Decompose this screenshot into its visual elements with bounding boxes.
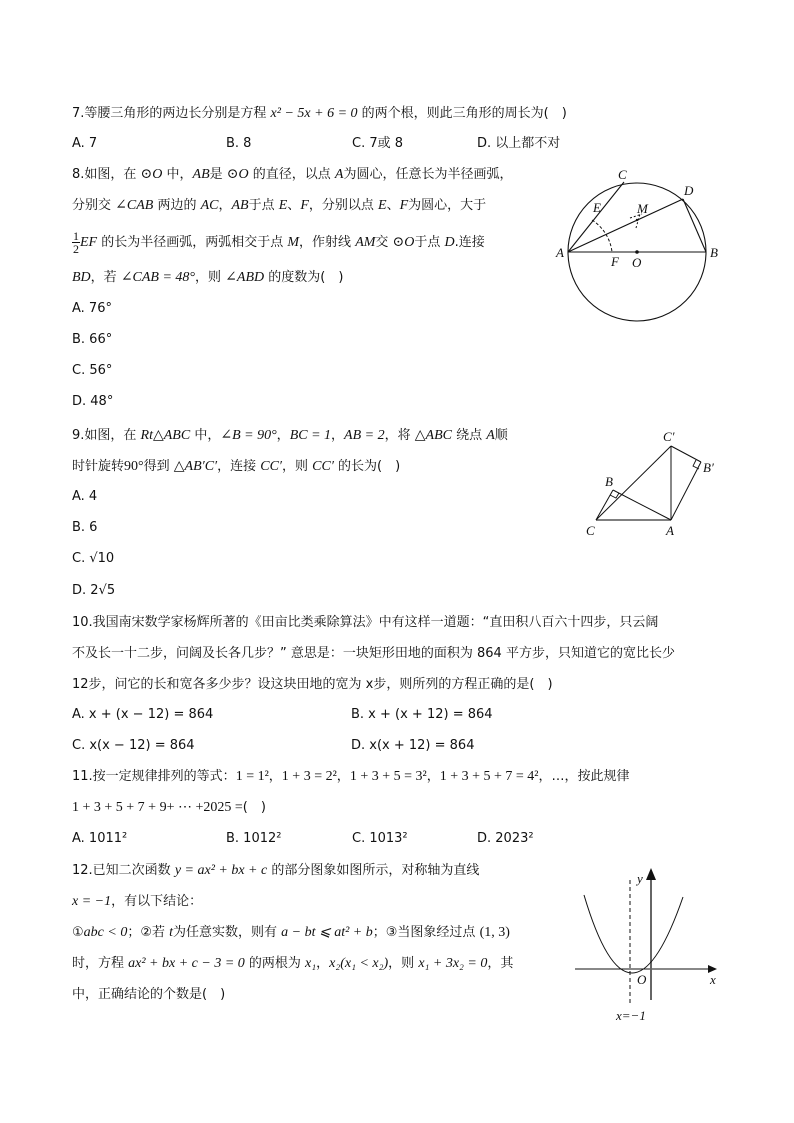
label-b-prime: B′ (703, 460, 714, 475)
text: 时针旋转 (72, 459, 125, 474)
text: 为任意实数，则有 (173, 925, 282, 940)
math: E (378, 198, 387, 213)
q9-option-d[interactable]: D. 2√5 (72, 583, 116, 598)
label-b: B (605, 474, 613, 489)
text: 顺 (494, 428, 508, 443)
label-f: F (611, 254, 619, 269)
q8-option-a[interactable]: A. 76° (72, 301, 112, 316)
text: 、 (386, 198, 400, 213)
math: BC = 1 (289, 428, 332, 443)
math: 1 + 3 + 5 = 3² (349, 769, 427, 784)
text: 分别交 (72, 198, 116, 213)
text: ， (331, 428, 345, 443)
label-x: x (710, 972, 716, 987)
math: CC′ (312, 459, 334, 474)
math: △AB′C′ (173, 459, 218, 474)
text: 两边的 (153, 198, 201, 213)
label-y: y (637, 871, 643, 886)
math: △ABC (414, 428, 452, 443)
math: EF (80, 235, 98, 250)
math: ⊙O (226, 167, 249, 182)
q9-stem-line-1 (72, 427, 508, 445)
math: ⊙O (140, 167, 163, 182)
q9-stem-line-2 (72, 458, 400, 476)
math: x₁ (305, 956, 317, 971)
math: x₂(x₁ < x₂) (329, 956, 389, 971)
q11-option-d[interactable]: D. 2023² (477, 831, 534, 846)
fraction-denominator: 2 (73, 242, 79, 256)
text: 时，方程 (72, 956, 129, 971)
math: ∠B = 90° (220, 428, 277, 443)
q10-stem-line-2: 不及长一十二步，问阔及长各几步？” 意思是：一块矩形田地的面积为 864 平方步，只知道它的宽比长少 (72, 646, 675, 661)
text: ；②若 (127, 925, 170, 940)
q7-option-c[interactable]: C. 7或 8 (352, 136, 404, 151)
q7-stem (72, 105, 567, 123)
text: ，…，按此规律 (538, 769, 630, 784)
math: y = ax² + bx + c (174, 863, 268, 878)
math: 1 = 1² (235, 769, 269, 784)
math: 90° (124, 459, 144, 474)
text: 的两根为 (244, 956, 306, 971)
q8-stem-line-3 (72, 230, 485, 255)
q9-option-c[interactable]: C. √10 (72, 551, 115, 566)
text: ，其 (487, 956, 514, 971)
label-c: C (618, 167, 627, 182)
q10-option-d[interactable]: D. x(x + 12) = 864 (351, 738, 475, 753)
text: 8.如图，在 (72, 167, 141, 182)
label-a: A (556, 245, 564, 260)
text: ， (426, 769, 440, 784)
math: 1 + 3 = 2² (281, 769, 337, 784)
text: ， (276, 428, 290, 443)
math: AB = 2 (344, 428, 385, 443)
q10-option-c[interactable]: C. x(x − 12) = 864 (72, 738, 195, 753)
math: 1 + 3 + 5 + 7 + 9+ ⋯ +2025 = (72, 800, 243, 815)
text: ① (72, 925, 84, 940)
math: BD (72, 270, 91, 285)
text: 中， (162, 167, 193, 182)
text: ，则 (282, 459, 313, 474)
text: ，则 (388, 956, 419, 971)
math: E (278, 198, 288, 213)
text: 绕点 (451, 428, 487, 443)
label-b: B (710, 245, 718, 260)
q12-stem-line-3 (72, 924, 510, 942)
q7-stem-text-2: 的两个根，则此三角形的周长为( ) (357, 106, 567, 121)
math: ⊙O (392, 235, 415, 250)
math: t (169, 925, 174, 940)
label-o: O (632, 255, 642, 270)
text: 中， (190, 428, 221, 443)
q9-option-b[interactable]: B. 6 (72, 520, 98, 535)
math: ∠CAB = 48° (120, 270, 196, 285)
q10-stem-line-3: 12步，问它的长和宽各多少步？设这块田地的宽为 x步，则所列的方程正确的是( ) (72, 677, 553, 692)
math: A (334, 167, 344, 182)
label-axis-of-symmetry: x=−1 (616, 1008, 646, 1023)
q8-option-c[interactable]: C. 56° (72, 363, 113, 378)
text: .连接 (454, 235, 485, 250)
q12-stem-line-1 (72, 862, 479, 880)
text: 9.如图，在 (72, 428, 141, 443)
q11-option-a[interactable]: A. 1011² (72, 831, 128, 846)
q11-stem-line-1 (72, 768, 630, 786)
text: 的长为半径画弧，两弧相交于点 (97, 235, 288, 250)
text: 为圆心，大于 (408, 198, 487, 213)
q8-stem-line-2 (72, 197, 486, 215)
fraction-numerator: 1 (73, 229, 79, 243)
text: ， (268, 769, 282, 784)
text: 是 (209, 167, 227, 182)
text: ，若 (90, 270, 121, 285)
text: 于点 (414, 235, 445, 250)
text: ，将 (384, 428, 415, 443)
q11-option-b[interactable]: B. 1012² (226, 831, 282, 846)
text: ，分别以点 (308, 198, 379, 213)
math: F (300, 198, 309, 213)
math: AC (200, 198, 219, 213)
text: ， (336, 769, 350, 784)
q11-option-c[interactable]: C. 1013² (352, 831, 408, 846)
q8-circle-figure (550, 160, 730, 330)
text: ( ) (242, 800, 266, 815)
text: ，连接 (217, 459, 261, 474)
math: D (444, 235, 455, 250)
q10-stem-line-1: 10.我国南宋数学家杨辉所著的《田亩比类乘除算法》中有这样一道题：“直田积八百六十四步，只云阔 (72, 615, 659, 630)
text: 得到 (143, 459, 174, 474)
math: M (287, 235, 300, 250)
text: 中，正确结论的个数是( ) (72, 987, 226, 1002)
math: x₁ + 3x₂ = 0 (418, 956, 488, 971)
text: 、 (287, 198, 301, 213)
label-d: D (684, 183, 694, 198)
q7-option-a[interactable]: A. 7 (72, 136, 98, 151)
text: ，则 (195, 270, 226, 285)
q8-stem-line-1 (72, 166, 512, 184)
label-c: C (586, 523, 595, 538)
math: abc < 0 (83, 925, 128, 940)
q7-option-d[interactable]: D. 以上都不对 (477, 136, 561, 151)
math: AM (355, 235, 376, 250)
text: ，有以下结论： (111, 894, 203, 909)
q8-option-d[interactable]: D. 48° (72, 394, 114, 409)
math: x = −1 (72, 894, 112, 909)
text: 的度数为( ) (264, 270, 344, 285)
q10-option-b[interactable]: B. x + (x + 12) = 864 (351, 707, 493, 722)
text: 的部分图象如图所示，对称轴为直线 (267, 863, 480, 878)
math: AB (192, 167, 210, 182)
q9-triangle-figure (570, 420, 730, 550)
q8-stem-line-4 (72, 269, 343, 287)
q12-stem-line-2 (72, 893, 202, 911)
math: A (486, 428, 495, 443)
text: ；③当图象经过点 (372, 925, 480, 940)
text: ， (316, 956, 330, 971)
q7-option-b[interactable]: B. 8 (226, 136, 252, 151)
q8-option-b[interactable]: B. 66° (72, 332, 113, 347)
q10-option-a[interactable]: A. x + (x − 12) = 864 (72, 707, 214, 722)
text: 交 (375, 235, 393, 250)
q12-stem-line-5 (72, 986, 225, 1004)
math: F (399, 198, 409, 213)
q9-option-a[interactable]: A. 4 (72, 489, 98, 504)
label-o: O (637, 972, 647, 987)
fraction-one-half (72, 230, 80, 255)
q7-stem-text-1: 7.等腰三角形的两边长分别是方程 (72, 106, 271, 121)
q7-equation: x² − 5x + 6 = 0 (270, 106, 358, 121)
math: a − bt ⩽ at² + b (281, 925, 373, 940)
math: AB (231, 198, 249, 213)
math: (1, 3) (479, 925, 510, 940)
math: 1 + 3 + 5 + 7 = 4² (439, 769, 539, 784)
q11-stem-line-2 (72, 799, 266, 817)
label-a: A (666, 523, 674, 538)
label-c-prime: C′ (663, 429, 675, 444)
math: ∠CAB (115, 198, 154, 213)
text: ，作射线 (299, 235, 356, 250)
math: ∠ABD (225, 270, 265, 285)
q12-parabola-figure (570, 860, 730, 1030)
q12-stem-line-4 (72, 955, 513, 973)
label-m: M (637, 201, 648, 216)
math: Rt△ABC (140, 428, 191, 443)
text: 为圆心，任意长为半径画弧， (343, 167, 513, 182)
text: 于点 (248, 198, 279, 213)
text: 的长为( ) (333, 459, 401, 474)
label-e: E (593, 200, 601, 215)
text: ， (218, 198, 232, 213)
text: 11.按一定规律排列的等式： (72, 769, 236, 784)
math: ax² + bx + c − 3 = 0 (128, 956, 245, 971)
text: 12.已知二次函数 (72, 863, 175, 878)
text: 的直径，以点 (248, 167, 335, 182)
math: CC′ (260, 459, 282, 474)
